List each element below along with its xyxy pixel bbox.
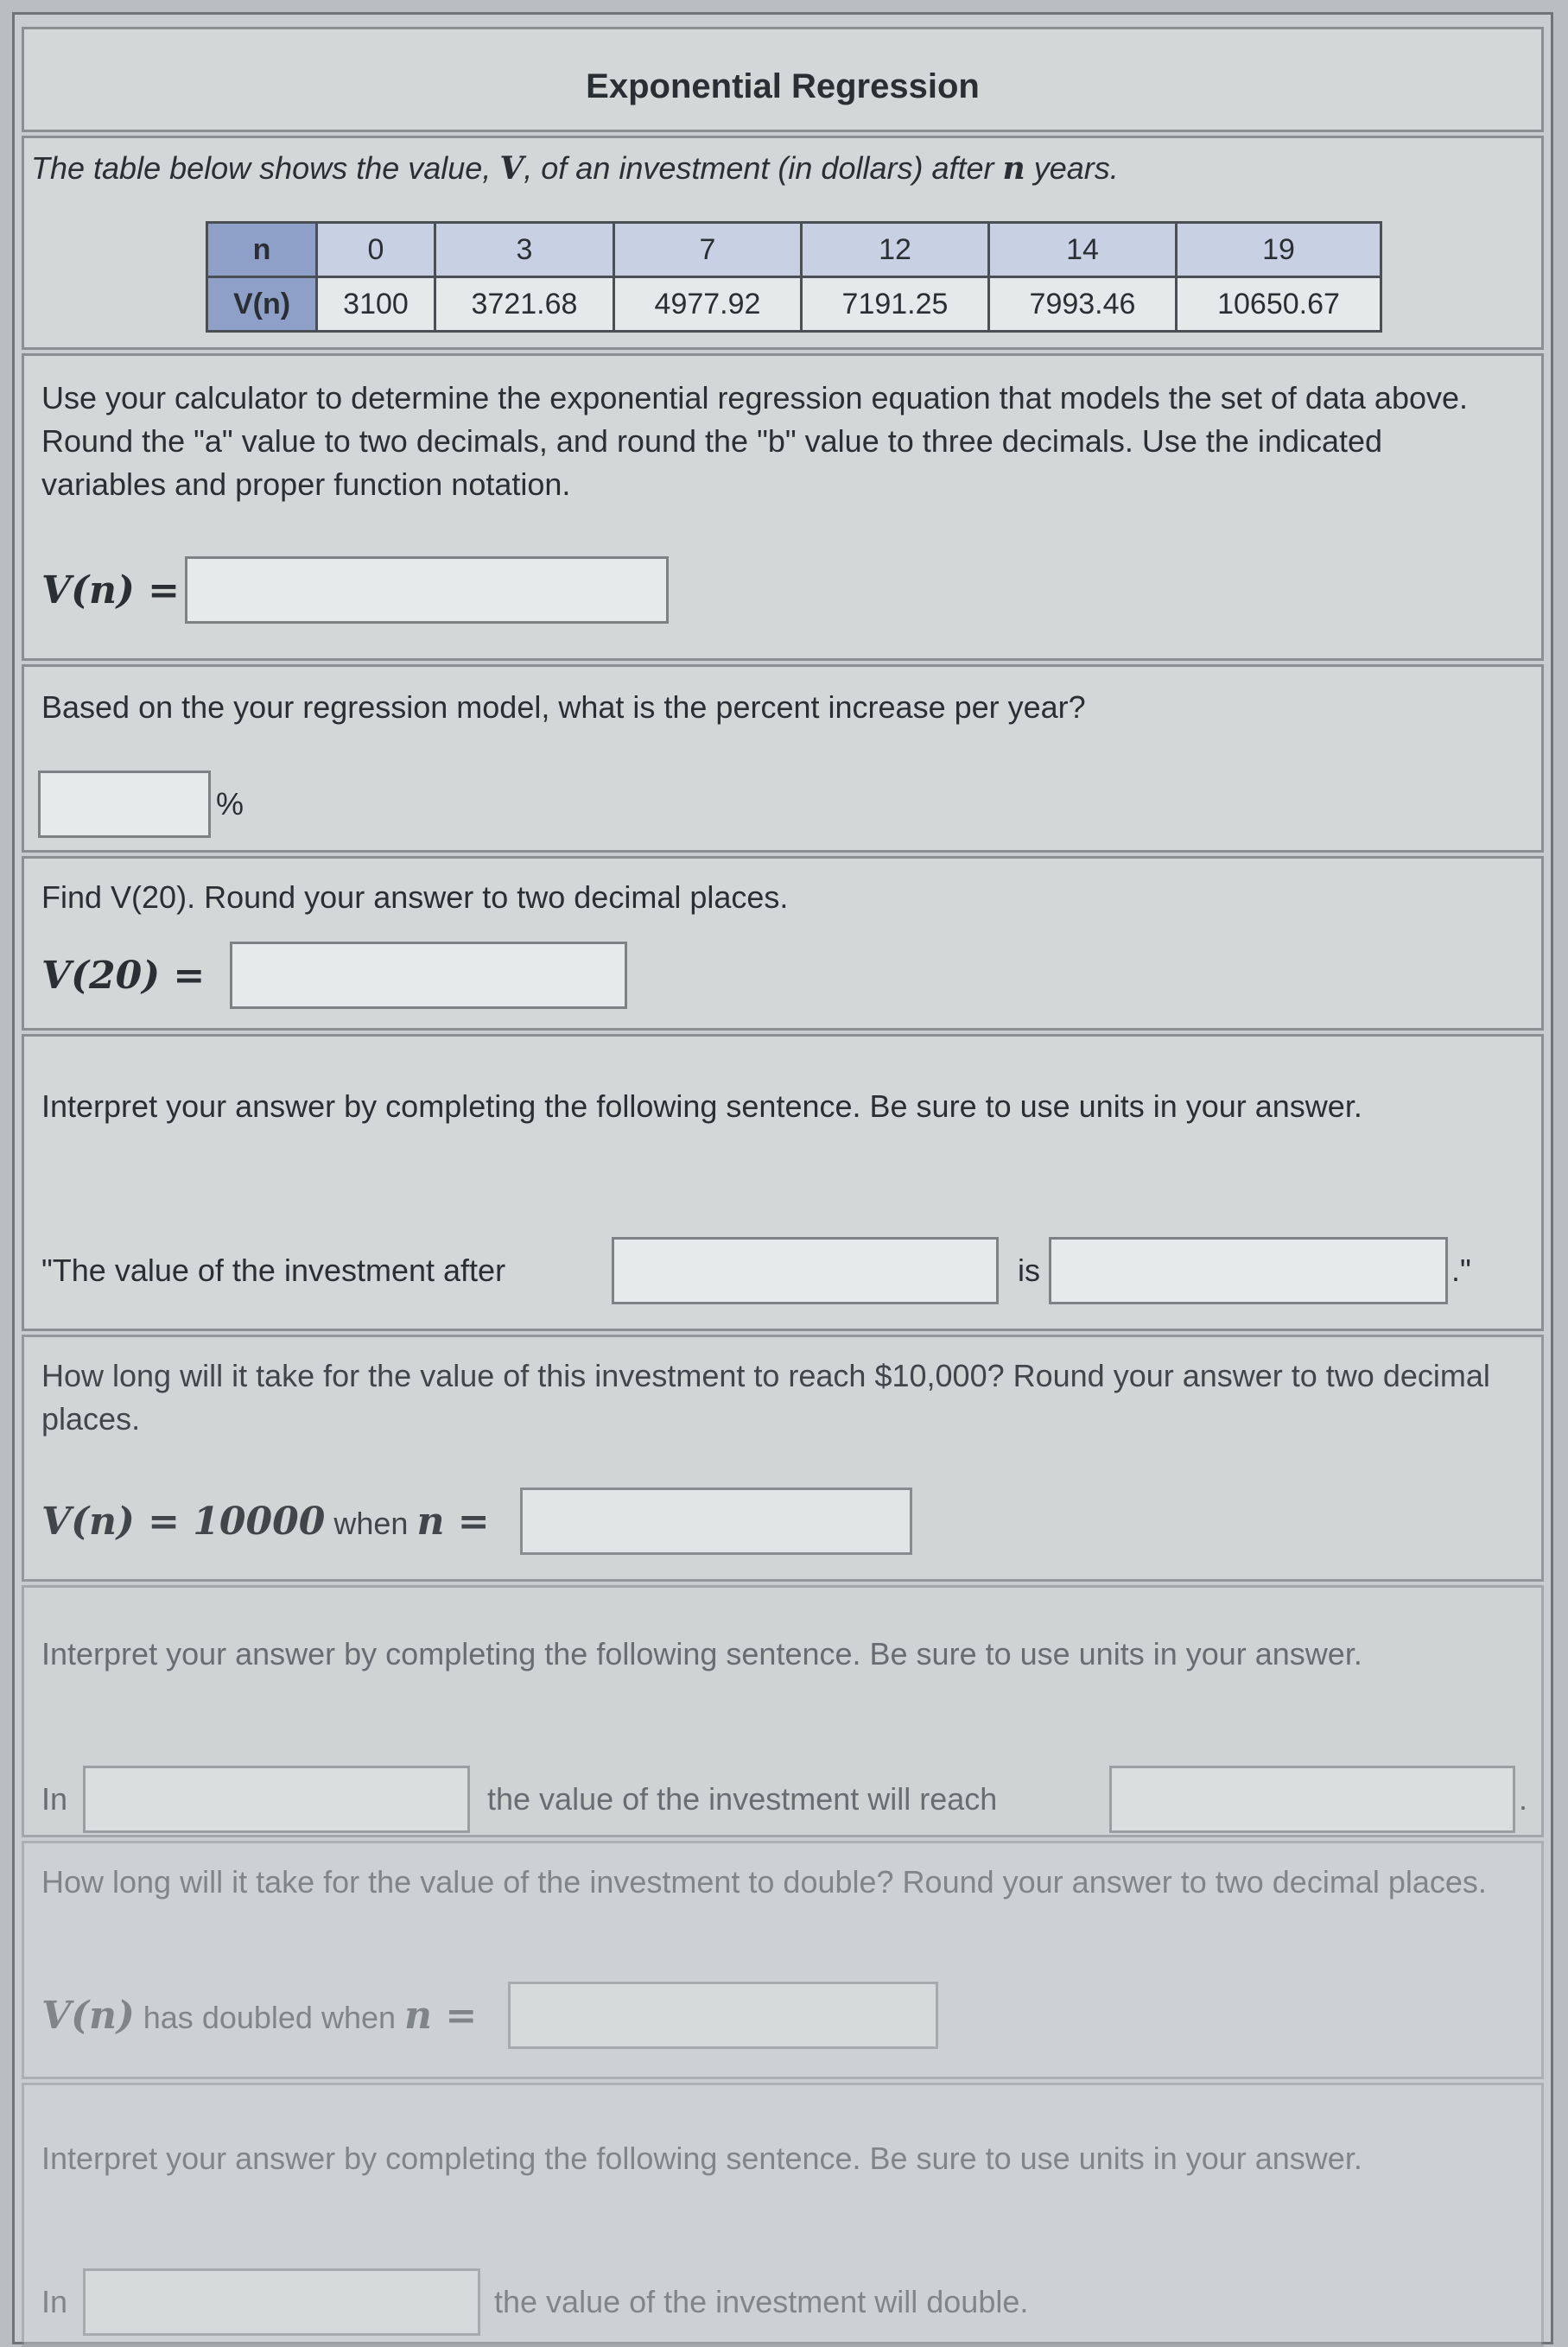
question-interpret-reach bbox=[22, 1585, 1544, 1837]
value-input[interactable] bbox=[1049, 1237, 1448, 1304]
table-cell: 3100 bbox=[317, 277, 435, 332]
table-cell: 7 bbox=[614, 223, 802, 277]
table-cell: 7993.46 bbox=[989, 277, 1177, 332]
table-cell: 12 bbox=[802, 223, 989, 277]
table-cell: 19 bbox=[1177, 223, 1381, 277]
sentence-start: In bbox=[41, 1781, 68, 1817]
question-text: Based on the your regression model, what is the percent increase per year? bbox=[41, 689, 1086, 725]
table-cell: 0 bbox=[317, 223, 435, 277]
table-cell: 3 bbox=[435, 223, 614, 277]
regression-label: V(n) = bbox=[41, 568, 180, 612]
table-cell: 7191.25 bbox=[802, 277, 989, 332]
sentence-mid: the value of the investment will double. bbox=[494, 2284, 1029, 2319]
question-v20 bbox=[22, 856, 1544, 1031]
double-time-input[interactable] bbox=[83, 2268, 480, 2336]
sentence-end: ." bbox=[1451, 1253, 1471, 1288]
question-regression bbox=[22, 353, 1544, 661]
v20-label: V(20) = bbox=[41, 954, 206, 998]
percent-increase-input[interactable] bbox=[38, 771, 211, 838]
sentence-start: "The value of the investment after bbox=[41, 1253, 506, 1288]
table-cell: 4977.92 bbox=[614, 277, 802, 332]
sentence-mid: is bbox=[1018, 1253, 1040, 1288]
double-label: V(n) has doubled when n = bbox=[41, 1994, 478, 2038]
reach-time-input[interactable] bbox=[83, 1766, 470, 1833]
header-section bbox=[22, 27, 1544, 132]
question-percent bbox=[22, 664, 1544, 853]
question-text: Interpret your answer by completing the following sentence. Be sure to use units in your answer. bbox=[41, 1636, 1362, 1671]
question-text: How long will it take for the value of the investment to double? Round your answer to two decimal places. bbox=[41, 1864, 1487, 1900]
double-n-input[interactable] bbox=[508, 1982, 938, 2049]
v20-input[interactable] bbox=[230, 942, 627, 1009]
years-input[interactable] bbox=[612, 1237, 999, 1304]
table-cell: 10650.67 bbox=[1177, 277, 1381, 332]
question-interpret-v20 bbox=[22, 1034, 1544, 1331]
table-cell: 3721.68 bbox=[435, 277, 614, 332]
percent-unit: % bbox=[216, 786, 244, 821]
table-section bbox=[22, 136, 1544, 350]
table-header-n: n bbox=[207, 223, 317, 277]
sentence-mid: the value of the investment will reach bbox=[487, 1781, 998, 1817]
question-double bbox=[22, 1841, 1544, 2079]
intro-text: The table below shows the value, V, of an investment (in dollars) after n years. bbox=[31, 150, 1119, 187]
question-interpret-double bbox=[22, 2083, 1544, 2347]
question-text: Interpret your answer by completing the following sentence. Be sure to use units in your answer. bbox=[41, 2141, 1362, 2176]
regression-equation-input[interactable] bbox=[185, 556, 669, 624]
reach-label: V(n) = 10000 when n = bbox=[41, 1500, 490, 1544]
table-header-v: V(n) bbox=[207, 277, 317, 332]
question-text: Use your calculator to determine the exponential regression equation that models the set of data above. Round the "a" value to two decimals, and round the "b" value to three decimals. Use the indicated variables and proper function notation. bbox=[41, 380, 1469, 502]
data-table bbox=[206, 221, 1382, 333]
page-title: Exponential Regression bbox=[586, 67, 980, 105]
question-text: How long will it take for the value of this investment to reach $10,000? Round your answer to two decimal places. bbox=[41, 1358, 1490, 1437]
sentence-start: In bbox=[41, 2284, 68, 2319]
question-text: Interpret your answer by completing the following sentence. Be sure to use units in your answer. bbox=[41, 1088, 1362, 1124]
reach-n-input[interactable] bbox=[520, 1487, 912, 1555]
reach-value-input[interactable] bbox=[1109, 1766, 1515, 1833]
question-reach-10000 bbox=[22, 1335, 1544, 1582]
sentence-end: . bbox=[1519, 1781, 1528, 1817]
question-text: Find V(20). Round your answer to two decimal places. bbox=[41, 879, 789, 915]
table-row-n bbox=[207, 223, 1381, 277]
table-cell: 14 bbox=[989, 223, 1177, 277]
problem-frame bbox=[12, 12, 1553, 2344]
table-row-v bbox=[207, 277, 1381, 332]
